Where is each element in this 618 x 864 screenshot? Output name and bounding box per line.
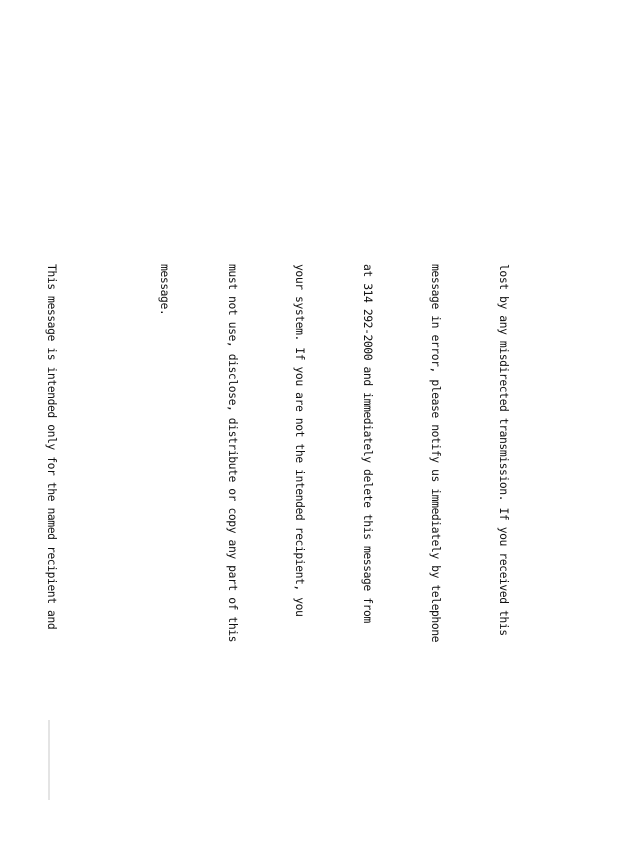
text-line: must not use, disclose, distribute or copy any part of this bbox=[225, 264, 240, 643]
text-line: your system. If you are not the intended recipient, you bbox=[293, 264, 308, 617]
text-line: message. bbox=[157, 264, 172, 316]
text-line: This message is intended only for the named recipient and bbox=[44, 264, 59, 630]
disclaimer-paragraph-2 bbox=[0, 264, 108, 864]
disclaimer-paragraph-1 bbox=[108, 264, 560, 864]
text-line: lost by any misdirected transmission. If you received this bbox=[496, 264, 511, 636]
rotated-disclaimer-text bbox=[0, 264, 560, 864]
text-line: at 314 292-2000 and immediately delete this message from bbox=[361, 264, 376, 623]
text-line: message in error, please notify us immediately by telephone bbox=[429, 264, 444, 643]
